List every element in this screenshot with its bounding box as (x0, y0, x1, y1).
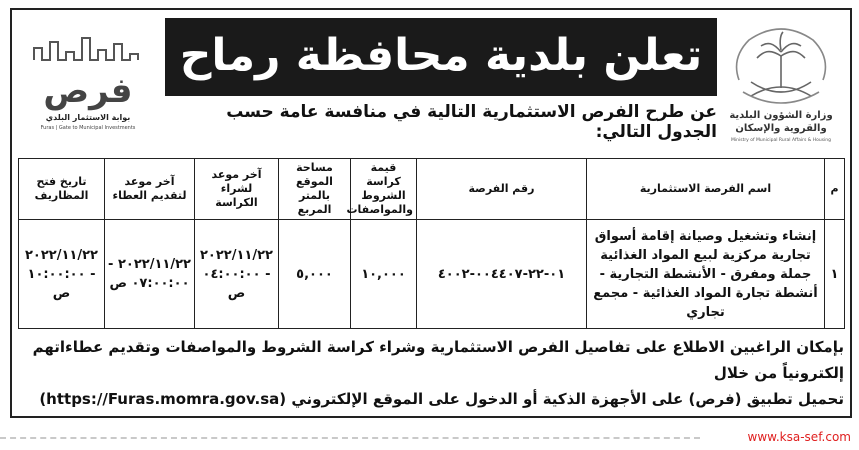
header-index: م (825, 159, 845, 220)
footer-line-1: بإمكان الراغبين الاطلاع على تفاصيل الفرص الاستثمارية وشراء كراسة الشروط والمواصفات وتقديم عطاءاتهم إلكترونياً من خلال (32, 338, 844, 382)
furas-logo-caption: بوابة الاستثمار البلدي (45, 113, 131, 122)
header-number: رقم الفرصة (417, 159, 587, 220)
table-header-row (19, 159, 845, 220)
ministry-logo-line2: والقروية والإسكان (735, 123, 827, 134)
divider (0, 437, 700, 439)
header-price: قيمة كراسة الشروط والمواصفات (351, 159, 417, 220)
palm-and-swords-icon (737, 29, 826, 103)
footer-instructions (18, 334, 844, 412)
cell-area: ٥,٠٠٠ (279, 220, 351, 329)
furas-logo-caption-en: Furas | Gate to Municipal Investments (40, 125, 136, 130)
table-row (19, 220, 845, 329)
watermark: www.ksa-sef.com (747, 430, 851, 444)
title-banner (165, 18, 717, 96)
page-title: تعلن بلدية محافظة رماح (179, 30, 703, 81)
opportunities-table (18, 158, 845, 329)
header-submit-deadline: آخر موعد لتقديم العطاء (105, 159, 195, 220)
page-subtitle: عن طرح الفرص الاستثمارية التالية في منافسة عامة حسب الجدول التالي: (226, 102, 717, 142)
cell-number: ٠١-٢٢-٠٠٤٤٠٧-٤٠٠٢ (417, 220, 587, 329)
header-buy-deadline: آخر موعد لشراء الكراسة (195, 159, 279, 220)
cell-price: ١٠,٠٠٠ (351, 220, 417, 329)
furas-logo-text: فرص (43, 71, 133, 111)
ministry-logo (721, 18, 841, 146)
cell-submit-deadline: ٢٠٢٢/١١/٢٢ - ٠٧:٠٠:٠٠ ص (105, 220, 195, 329)
cell-buy-deadline: ٢٠٢٢/١١/٢٢ - ٠٤:٠٠:٠٠ ص (195, 220, 279, 329)
furas-logo (16, 20, 158, 130)
header-opportunity: اسم الفرصة الاستثمارية (587, 159, 825, 220)
cell-opportunity: إنشاء وتشغيل وصيانة إقامة أسواق تجارية مركزية لبيع المواد الغذائية جملة ومفرق - الأنشطة التجارية - أنشطة تجارة المواد الغذائية - مجمع تجاري (587, 220, 825, 329)
header-opening-date: تاريخ فتح المظاريف (19, 159, 105, 220)
cell-opening-date: ٢٠٢٢/١١/٢٢ - ١٠:٠٠:٠٠ ص (19, 220, 105, 329)
cell-index: ١ (825, 220, 845, 329)
ministry-logo-en: Ministry of Municipal Rural Affairs & Housing (730, 138, 832, 143)
ministry-logo-line1: وزارة الشؤون البلدية (729, 110, 833, 121)
header-area: مساحة الموقع بالمتر المربع (279, 159, 351, 220)
footer-line-2[interactable]: تحميل تطبيق (فرص) على الأجهزة الذكية أو الدخول على الموقع الإلكتروني (https://Furas.momra.gov.sa) (39, 390, 844, 408)
